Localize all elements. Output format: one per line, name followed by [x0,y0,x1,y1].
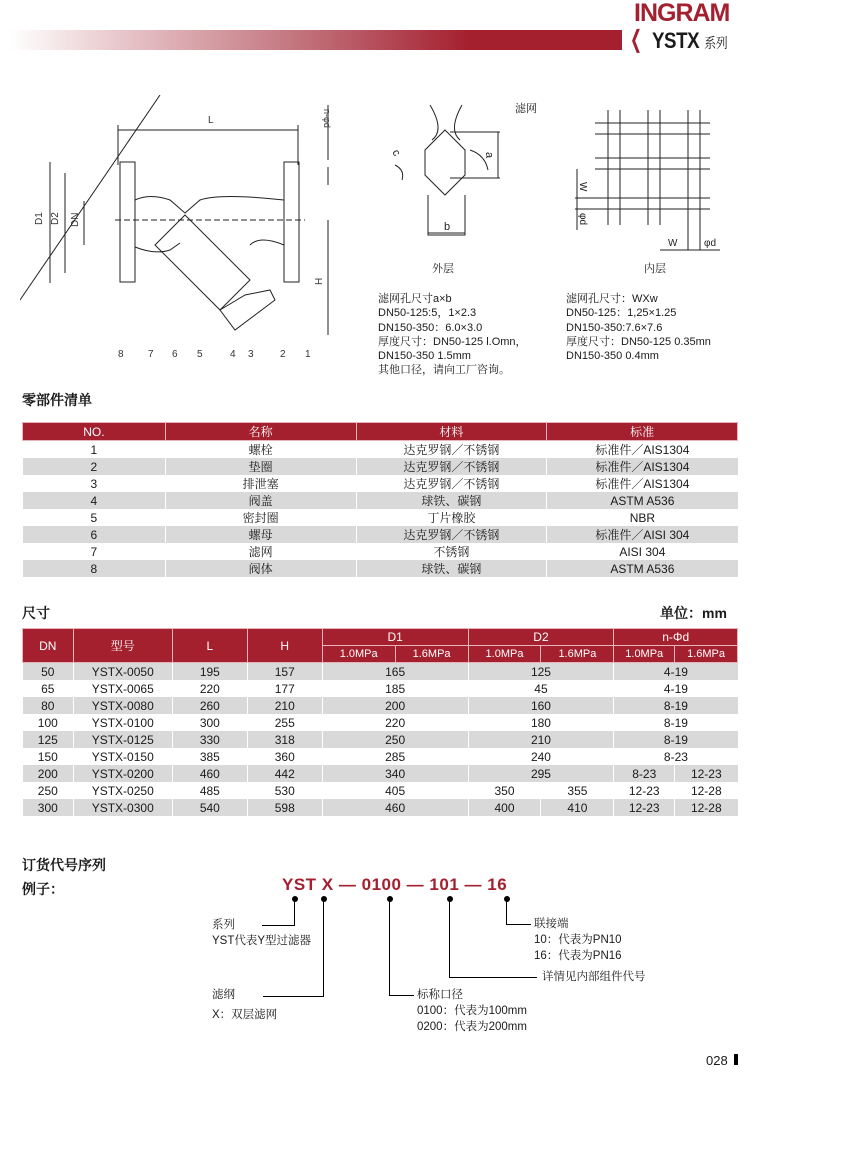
mesh-title: 滤网 [515,103,537,115]
col-h: H [247,629,322,663]
dimension-cell: YSTX-0300 [73,799,172,816]
spec-line: 滤网孔尺寸：WXw [566,293,658,305]
parts-cell: 阀盖 [165,492,356,509]
spec-line: DN50-125:5，1×2.3 [378,307,477,320]
parts-cell: 标准件／AISI 304 [547,526,738,543]
dimension-cell: 318 [247,731,322,748]
parts-cell: 螺母 [165,526,356,543]
dimension-cell: 220 [322,714,468,731]
parts-cell: 垫圈 [165,458,356,475]
dimension-row [23,663,738,681]
strainer-drawing [20,95,360,375]
spec-line: 厚度尺寸：DN50-125 0.35mn [566,335,711,348]
dimension-cell: 160 [468,697,614,714]
dimension-row [23,731,738,748]
dimension-cell: 350 [468,782,541,799]
inner-label-w-vertical: W [577,182,588,192]
parts-cell: 7 [23,543,166,560]
dimension-cell: 200 [23,765,74,782]
dimension-cell: YSTX-0100 [73,714,172,731]
dimension-cell: 157 [247,663,322,681]
dimension-cell: 150 [23,748,74,765]
connection-label: 联接端 10：代表为PN10 16：代表为PN16 [534,918,622,962]
callout-5: 5 [197,349,203,360]
parts-cell: 密封圈 [165,509,356,526]
col-d2-p2: 1.6MPa [541,646,614,663]
outer-mesh [389,105,500,275]
dimension-cell: 410 [541,799,614,816]
callout-6: 6 [172,349,178,360]
series-code: YSTX [652,28,700,53]
code-internal: 101 [429,875,460,894]
dimension-cell: 8-23 [614,765,675,782]
dimension-cell: 285 [322,748,468,765]
parts-table [22,422,738,577]
spec-line: DN150-350 1.5mm [378,350,471,363]
parts-cell: 8 [23,560,166,577]
dim-d1-label: D1 [34,212,45,225]
col-d2: D2 [468,629,614,646]
dimension-cell: 355 [541,782,614,799]
parts-cell: AISI 304 [547,543,738,560]
dimension-cell: 8-23 [614,748,738,765]
parts-cell: ASTM A536 [547,560,738,577]
dimension-cell: 210 [247,697,322,714]
inner-label-d: φd [704,238,717,249]
col-d2-p1: 1.0MPa [468,646,541,663]
col-name: 名称 [165,423,356,441]
dim-l-label: L [208,115,214,126]
col-model: 型号 [73,629,172,663]
spec-line: 滤网孔尺寸a×b [378,293,452,305]
col-nd-p2: 1.6MPa [675,646,738,663]
dimension-cell: 4-19 [614,680,738,697]
dimension-cell: 12-23 [675,765,738,782]
dimension-cell: 260 [172,697,247,714]
dimension-cell: 360 [247,748,322,765]
header-banner [10,30,622,50]
dimension-cell: 240 [468,748,614,765]
spec-line: DN150-350 0.4mm [566,350,659,363]
dim-d2-label: D2 [50,212,61,225]
dimension-cell: YSTX-0250 [73,782,172,799]
inner-caption: 内层 [644,263,666,275]
order-title: 订货代号序列 [22,857,106,873]
dimension-cell: 12-28 [675,782,738,799]
brand-logo: INGRAM [634,0,730,27]
parts-cell: 5 [23,509,166,526]
dimension-cell: YSTX-0150 [73,748,172,765]
dimension-cell: 4-19 [614,663,738,681]
dimension-cell: 255 [247,714,322,731]
spec-line: 其他口径，请向工厂咨询。 [378,364,510,377]
parts-row [23,543,738,560]
dimension-cell: 80 [23,697,74,714]
dimension-cell: 45 [468,680,614,697]
parts-row [23,492,738,509]
parts-cell: 2 [23,458,166,475]
spec-line: DN150-350：6.0×3.0 [378,321,483,334]
col-d1: D1 [322,629,468,646]
dimension-row [23,697,738,714]
parts-cell: 螺栓 [165,441,356,459]
dimensions-table [22,628,738,816]
outer-label-a: a [483,152,495,159]
dimension-cell: 177 [247,680,322,697]
dimension-row [23,748,738,765]
mesh-diagram [370,90,740,280]
parts-cell: 滤网 [165,543,356,560]
col-d1-p2: 1.6MPa [395,646,468,663]
parts-cell: 6 [23,526,166,543]
dimension-cell: 12-28 [675,799,738,816]
dimension-cell: 100 [23,714,74,731]
dimension-cell: 195 [172,663,247,681]
dimensions-title: 尺寸 [22,605,50,621]
spec-line: DN50-125：1,25×1.25 [566,307,677,320]
parts-row [23,509,738,526]
spec-outer [378,292,527,378]
col-standard: 标准 [547,423,738,441]
dim-h-label: H [314,277,325,285]
dimension-cell: 385 [172,748,247,765]
parts-cell: NBR [547,509,738,526]
spec-line: DN150-350:7.6×7.6 [566,321,663,334]
dimension-row [23,782,738,799]
cap [220,290,275,330]
dimension-cell: 330 [172,731,247,748]
dimension-row [23,680,738,697]
callout-7: 7 [148,349,154,360]
dimension-cell: 250 [23,782,74,799]
parts-cell: 达克罗钢／不锈钢 [356,441,547,459]
parts-cell: 球铁、碳钢 [356,492,547,509]
code-mesh: X [321,875,334,894]
dim-nd-label: n-φd [322,109,332,128]
series-suffix: 系列 [704,35,728,51]
parts-row [23,458,738,475]
parts-row [23,441,738,459]
parts-cell: 4 [23,492,166,509]
dimension-row [23,765,738,782]
inner-label-d-vertical: φd [577,213,588,226]
parts-cell: 阀体 [165,560,356,577]
example-label: 例子： [22,881,64,897]
dimension-cell: 540 [172,799,247,816]
dimension-cell: 460 [172,765,247,782]
col-l: L [172,629,247,663]
dimension-cell: 340 [322,765,468,782]
parts-cell: ASTM A536 [547,492,738,509]
spec-inner [566,292,711,363]
dimension-row [23,714,738,731]
dimension-cell: 185 [322,680,468,697]
left-flange [120,162,135,282]
parts-cell: 标准件／AIS1304 [547,458,738,475]
dimension-cell: 200 [322,697,468,714]
parts-row [23,560,738,577]
mesh-label: 滤纲 X：双层滤网 [212,989,278,1021]
parts-row [23,475,738,492]
callout-1: 1 [305,349,311,360]
dimension-cell: 165 [322,663,468,681]
dimension-row [23,799,738,816]
spec-line: 厚度尺寸：DN50-125 l.Omn， [378,335,527,348]
parts-row [23,526,738,543]
strainer-screen [155,215,250,310]
col-dn: DN [23,629,74,663]
code-series: YST [282,875,317,894]
col-material: 材料 [356,423,547,441]
parts-cell: 1 [23,441,166,459]
dimension-cell: 12-23 [614,799,675,816]
dimension-cell: 125 [23,731,74,748]
parts-cell: 球铁、碳钢 [356,560,547,577]
inner-label-w: W [668,238,678,249]
dimension-cell: 405 [322,782,468,799]
parts-cell: 排泄塞 [165,475,356,492]
parts-cell: 标准件／AIS1304 [547,475,738,492]
dimension-cell: 400 [468,799,541,816]
dimension-cell: 485 [172,782,247,799]
outer-caption: 外层 [432,263,454,275]
outer-label-c: c [389,147,403,159]
dimension-cell: 12-23 [614,782,675,799]
order-code [282,875,507,895]
parts-header-row [23,423,738,441]
code-size: 0100 [361,875,402,894]
callout-8: 8 [118,349,124,360]
dimension-cell: 50 [23,663,74,681]
dimension-cell: 8-19 [614,697,738,714]
callout-2: 2 [280,349,286,360]
size-label: 标称口径 0100：代表为100mm 0200：代表为200mm [417,989,527,1033]
chevron-left-icon: ❮ [630,26,643,53]
dimension-cell: 250 [322,731,468,748]
code-sep: — [464,875,483,894]
internal-label: 详情见内部组件代号 [542,971,646,983]
parts-cell: 达克罗钢／不锈钢 [356,526,547,543]
parts-cell: 丁片橡胶 [356,509,547,526]
callout-3: 3 [248,349,254,360]
dimension-cell: YSTX-0125 [73,731,172,748]
dimension-cell: 125 [468,663,614,681]
dimension-cell: 460 [322,799,468,816]
col-nd-p1: 1.0MPa [614,646,675,663]
col-nd: n-Φd [614,629,738,646]
dimension-cell: YSTX-0200 [73,765,172,782]
code-sep: — [406,875,425,894]
dimension-cell: 300 [172,714,247,731]
dimension-cell: 295 [468,765,614,782]
parts-cell: 3 [23,475,166,492]
parts-title: 零部件清单 [22,392,92,408]
dimension-cell: 300 [23,799,74,816]
dimension-cell: 442 [247,765,322,782]
dimension-cell: 530 [247,782,322,799]
right-flange [284,162,299,282]
dimension-cell: 598 [247,799,322,816]
dimension-cell: 65 [23,680,74,697]
parts-cell: 标准件／AIS1304 [547,441,738,459]
callout-4: 4 [230,349,236,360]
series-label: 系列 YST代表Y型过滤器 [212,919,312,947]
code-connection: 16 [487,875,508,894]
dimension-cell: 8-19 [614,714,738,731]
parts-cell: 达克罗钢／不锈钢 [356,475,547,492]
dimension-cell: 220 [172,680,247,697]
page-number: 028 [706,1052,738,1068]
dimension-cell: 8-19 [614,731,738,748]
col-no: NO. [23,423,166,441]
parts-cell: 达克罗钢／不锈钢 [356,458,547,475]
dimension-cell: YSTX-0065 [73,680,172,697]
parts-cell: 不锈钢 [356,543,547,560]
unit-label: 单位：mm [660,605,727,621]
dimension-cell: YSTX-0050 [73,663,172,681]
dimension-cell: 180 [468,714,614,731]
outer-label-b: b [444,221,451,233]
col-d1-p1: 1.0MPa [322,646,395,663]
dimension-cell: 210 [468,731,614,748]
inner-mesh [575,110,720,275]
dimension-cell: YSTX-0080 [73,697,172,714]
code-sep: — [338,875,357,894]
dim-dn-label: DN [70,212,81,227]
series-title [652,28,727,56]
